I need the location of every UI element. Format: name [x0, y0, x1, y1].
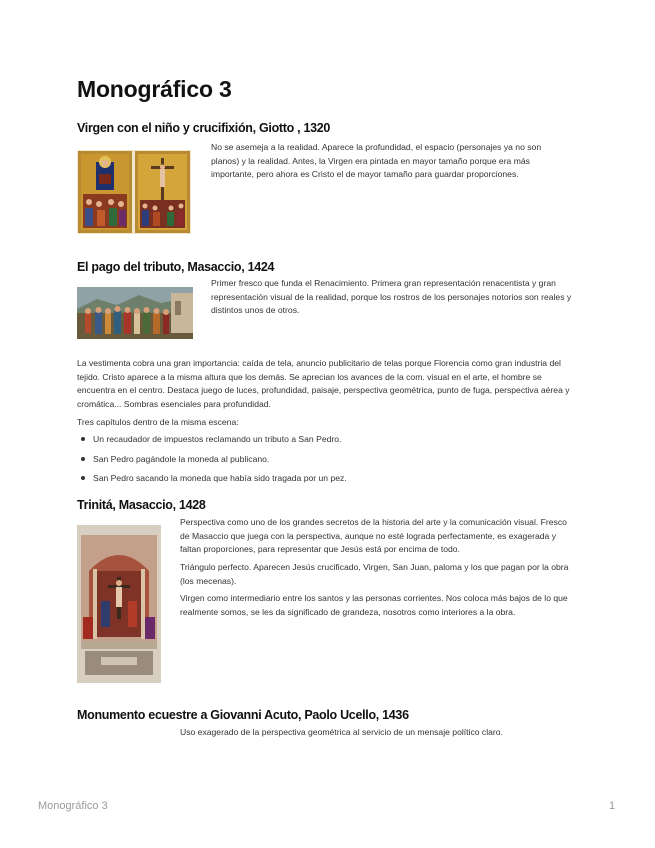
footer-title: Monográfico 3: [38, 800, 108, 812]
trinita-fresco-illustration: [77, 525, 161, 683]
tributo-fresco-image: [77, 287, 193, 339]
section-heading-giotto: Virgen con el niño y crucifixión, Giotto , 1320: [77, 121, 331, 135]
trinita-paragraph-triangulo: Triángulo perfecto. Aparecen Jesús crucificado, Virgen, San Juan, paloma y los que pagan por la obra (los mecenas).: [180, 562, 569, 586]
tributo-paragraph-intro: Primer fresco que funda el Renacimiento. Primera gran representación renacentista y gran representación visual de la realidad, porque los rostros de los personajes notorios son reales y distintos unos de otros.: [211, 278, 572, 316]
list-item: San Pedro sacando la moneda que había sido tragada por un pez.: [77, 472, 577, 492]
document-title: Monográfico 3: [77, 76, 232, 102]
tributo-fresco-illustration: [77, 287, 193, 339]
section-heading-tributo: El pago del tributo, Masaccio, 1424: [77, 260, 275, 274]
page-number: 1: [609, 800, 616, 812]
tributo-bullet-list: [77, 433, 577, 492]
giotto-painting-image: [77, 150, 191, 234]
list-item: Un recaudador de impuestos reclamando un tributo a San Pedro.: [77, 433, 577, 453]
giotto-diptych-illustration: [77, 150, 191, 234]
trinita-paragraph-perspectiva: Perspectiva como uno de los grandes secretos de la historia del arte y la comunicación visual. Fresco de Masaccio que juega con la perspectiva, aunque no esté lograda perfectamente, es exagerada y faltan proporciones, para representar que Jesús está por encima de todo.: [180, 517, 567, 555]
trinita-fresco-image: [77, 525, 161, 683]
tributo-paragraph-capitulos: Tres capítulos dentro de la misma escena:: [77, 417, 239, 427]
tributo-paragraph-vestimenta: La vestimenta cobra una gran importancia: caída de tela, anuncio publicitario de telas porque Florencia como gran industria del tejido. Cristo aparece a la misma altura que los demás. Se aprecian los avances de la com. visual en el arte, el hombre se encuentra en el centro. Destaca juego de luces, profundidad, paisaje, perspectiva geométrica, punto de fuga, perspectiva aérea y cromática... Sombras esenciales para profundidad.: [77, 358, 570, 409]
acuto-paragraph: Uso exagerado de la perspectiva geométrica al servicio de un mensaje político claro.: [180, 727, 503, 737]
trinita-paragraph-virgen: Virgen como intermediario entre los santos y las personas corrientes. Nos coloca más bajos de lo que realmente somos, se les da significado de grandeza, nosotros como interiores a la obra.: [180, 593, 568, 617]
section-heading-acuto: Monumento ecuestre a Giovanni Acuto, Paolo Ucello, 1436: [77, 708, 409, 722]
section-heading-trinita: Trinitá, Masaccio, 1428: [77, 498, 206, 512]
giotto-paragraph: No se asemeja a la realidad. Aparece la profundidad, el espacio (personajes ya no son planos) y la realidad. Antes, la Virgen era pintada en mayor tamaño porque era más importante, pero ahora es Cristo el de mayor tamaño para guardar proporciones.: [211, 142, 542, 180]
list-item: San Pedro pagándole la moneda al publicano.: [77, 453, 577, 473]
